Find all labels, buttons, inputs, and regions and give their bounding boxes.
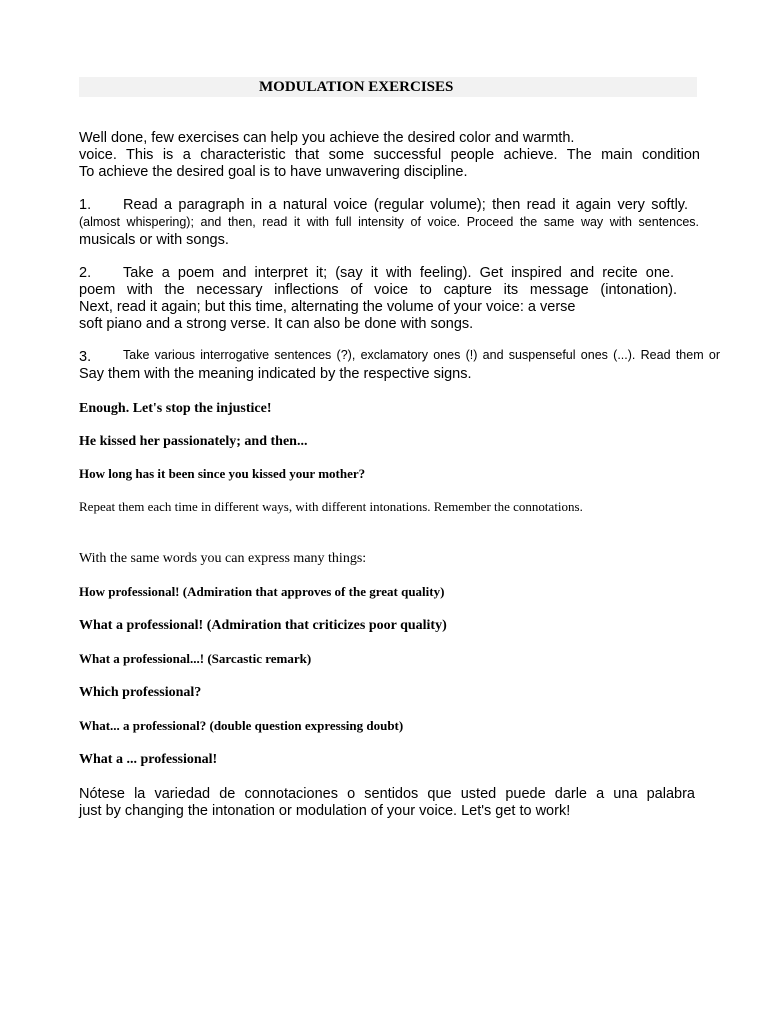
closing-line-1: Nótese la variedad de connotaciones o sentidos que usted puede darle a una palabra [79, 786, 695, 802]
same-words-intro: With the same words you can express many things: [79, 551, 367, 566]
closing-line-2: just by changing the intonation or modulation of your voice. Let's get to work! [79, 803, 571, 819]
professional-example-2: What a professional! (Admiration that criticizes poor quality) [79, 618, 447, 633]
repeat-note: Repeat them each time in different ways, with different intonations. Remember the connotations. [79, 499, 583, 514]
professional-example-5: What... a professional? (double question expressing doubt) [79, 718, 404, 733]
intro-line-1: Well done, few exercises can help you achieve the desired color and warmth. [79, 130, 575, 146]
example-sentence-2: He kissed her passionately; and then... [79, 434, 308, 449]
example-sentence-3: How long has it been since you kissed your mother? [79, 466, 366, 481]
item-1-line-3: musicals or with songs. [79, 232, 229, 248]
item-1-number: 1. [79, 197, 92, 213]
item-1-line-2: (almost whispering); and then, read it with full intensity of voice. Proceed the same way with sentences. [79, 215, 699, 229]
professional-example-4: Which professional? [79, 685, 202, 700]
professional-example-1: How professional! (Admiration that approves of the great quality) [79, 584, 445, 599]
professional-example-6: What a ... professional! [79, 752, 218, 767]
item-3-line-2: Say them with the meaning indicated by the respective signs. [79, 366, 472, 382]
item-2-line-3: Next, read it again; but this time, alternating the volume of your voice: a verse [79, 299, 576, 315]
item-1-line-1: Read a paragraph in a natural voice (regular volume); then read it again very softly. [123, 197, 688, 213]
professional-example-3: What a professional...! (Sarcastic remark) [79, 651, 312, 666]
item-2-line-1: Take a poem and interpret it; (say it with feeling). Get inspired and recite one. [123, 265, 674, 281]
example-sentence-1: Enough. Let's stop the injustice! [79, 401, 272, 416]
item-3-line-1: Take various interrogative sentences (?), exclamatory ones (!) and suspenseful ones (...). Read them or [123, 348, 720, 362]
intro-line-3: To achieve the desired goal is to have unwavering discipline. [79, 164, 468, 180]
intro-line-2: voice. This is a characteristic that some successful people achieve. The main condition [79, 147, 700, 163]
page-title: MODULATION EXERCISES [259, 79, 454, 95]
item-2-number: 2. [79, 265, 92, 281]
item-2-line-2: poem with the necessary inflections of voice to capture its message (intonation). [79, 282, 677, 298]
item-2-line-4: soft piano and a strong verse. It can also be done with songs. [79, 316, 474, 332]
item-3-number: 3. [79, 349, 92, 365]
